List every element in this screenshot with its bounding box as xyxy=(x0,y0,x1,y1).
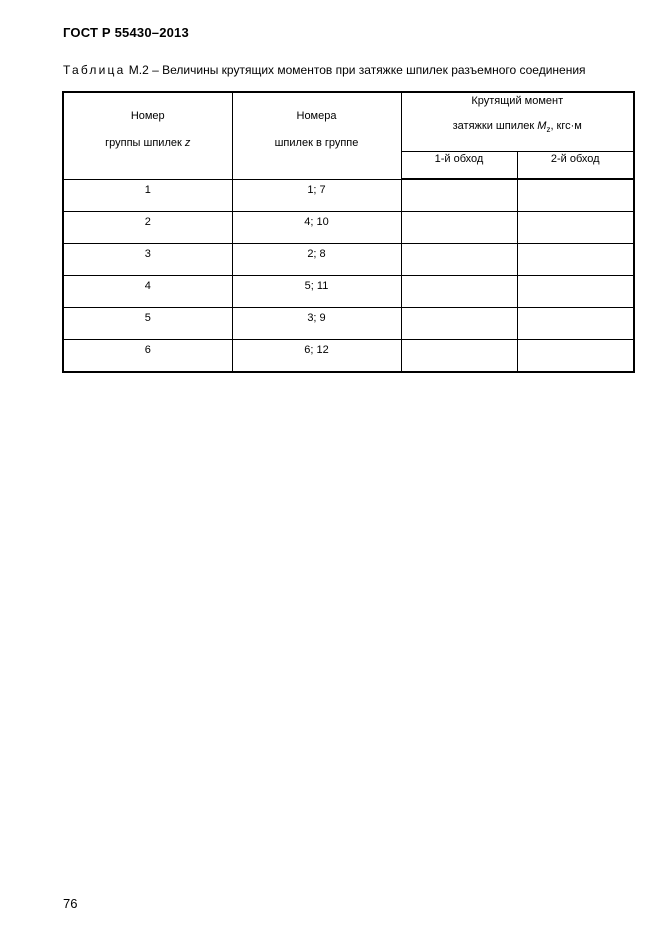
document-header: ГОСТ Р 55430–2013 xyxy=(63,25,189,40)
header-group-number-line2 xyxy=(64,122,232,149)
cell-studs xyxy=(232,179,401,212)
header-torque-sub: z xyxy=(546,125,551,135)
header-group-number-text: группы шпилек xyxy=(105,137,182,149)
header-group-number-var: z xyxy=(184,137,191,149)
header-stud-numbers-line1: Номера xyxy=(296,110,337,122)
cell-studs-value: 6; 12 xyxy=(304,344,329,356)
header-pass-1-label: 1-й обход xyxy=(434,153,484,165)
header-stud-numbers xyxy=(232,92,401,179)
table-row xyxy=(63,244,634,276)
header-torque-line1: Крутящий момент xyxy=(471,95,564,107)
table-row xyxy=(63,212,634,244)
cell-group-value: 5 xyxy=(144,312,151,324)
cell-group xyxy=(63,179,232,212)
cell-group xyxy=(63,244,232,276)
table-row xyxy=(63,308,634,340)
cell-group-value: 3 xyxy=(144,248,151,260)
cell-studs-value: 1; 7 xyxy=(307,183,326,196)
cell-studs xyxy=(232,212,401,244)
torque-table xyxy=(62,91,635,373)
cell-studs xyxy=(232,340,401,373)
cell-group xyxy=(63,212,232,244)
cell-pass-2 xyxy=(517,212,634,244)
cell-group-value: 6 xyxy=(144,344,151,356)
cell-pass-1 xyxy=(401,244,517,276)
table-row xyxy=(63,340,634,373)
page-number: 76 xyxy=(63,896,78,911)
header-torque-line2 xyxy=(402,107,634,134)
cell-pass-2 xyxy=(517,276,634,308)
cell-studs xyxy=(232,244,401,276)
header-pass-1 xyxy=(401,152,517,180)
header-stud-numbers-line2: шпилек в группе xyxy=(274,137,359,149)
table-caption xyxy=(63,63,586,77)
cell-studs-value: 5; 11 xyxy=(304,280,329,292)
cell-studs-value: 3; 9 xyxy=(307,312,326,324)
table-row xyxy=(63,179,634,212)
cell-group xyxy=(63,276,232,308)
header-pass-2-label: 2-й обход xyxy=(550,153,600,165)
cell-pass-1 xyxy=(401,308,517,340)
cell-group-value: 2 xyxy=(144,216,151,228)
cell-studs xyxy=(232,308,401,340)
cell-pass-1 xyxy=(401,179,517,212)
header-group-number xyxy=(63,92,232,179)
cell-pass-1 xyxy=(401,276,517,308)
cell-pass-2 xyxy=(517,340,634,373)
header-group-number-line1: Номер xyxy=(130,110,165,122)
header-torque-var: M xyxy=(537,120,547,132)
header-pass-2 xyxy=(517,152,634,180)
cell-studs-value: 2; 8 xyxy=(307,248,326,260)
cell-pass-1 xyxy=(401,212,517,244)
cell-group xyxy=(63,308,232,340)
header-torque-text: затяжки шпилек xyxy=(452,120,535,132)
cell-group-value: 4 xyxy=(144,280,151,292)
header-torque xyxy=(401,92,634,152)
cell-group xyxy=(63,340,232,373)
cell-pass-1 xyxy=(401,340,517,373)
header-torque-unit: , кгс·м xyxy=(550,120,582,132)
cell-pass-2 xyxy=(517,308,634,340)
table-row xyxy=(63,276,634,308)
caption-text: М.2 – Величины крутящих моментов при затяжке шпилек разъемного соединения xyxy=(125,63,586,77)
cell-pass-2 xyxy=(517,244,634,276)
cell-studs-value: 4; 10 xyxy=(304,216,329,228)
caption-label: Таблица xyxy=(63,63,126,77)
cell-studs xyxy=(232,276,401,308)
cell-group-value: 1 xyxy=(144,183,151,196)
cell-pass-2 xyxy=(517,179,634,212)
